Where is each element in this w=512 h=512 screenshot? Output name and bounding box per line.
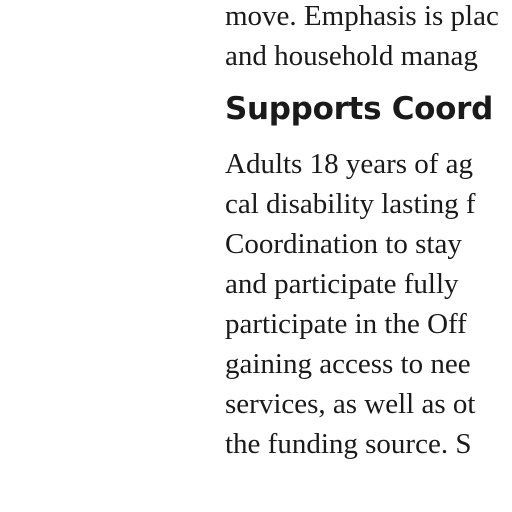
intro-line-1: move. Emphasis is plac bbox=[225, 0, 499, 32]
body-line-8: the funding source. S bbox=[225, 428, 472, 460]
body-line-4: and participate fully bbox=[225, 268, 459, 300]
body-line-1: Adults 18 years of ag bbox=[225, 148, 474, 180]
body-line-5: participate in the Off bbox=[225, 308, 467, 340]
intro-line-2: and household manag bbox=[225, 40, 478, 72]
body-line-3: Coordination to stay bbox=[225, 228, 462, 260]
body-line-2: cal disability lasting f bbox=[225, 188, 476, 220]
section-heading: Supports Coord bbox=[225, 91, 494, 127]
body-line-6: gaining access to nee bbox=[225, 348, 471, 380]
body-line-7: services, as well as ot bbox=[225, 388, 476, 420]
